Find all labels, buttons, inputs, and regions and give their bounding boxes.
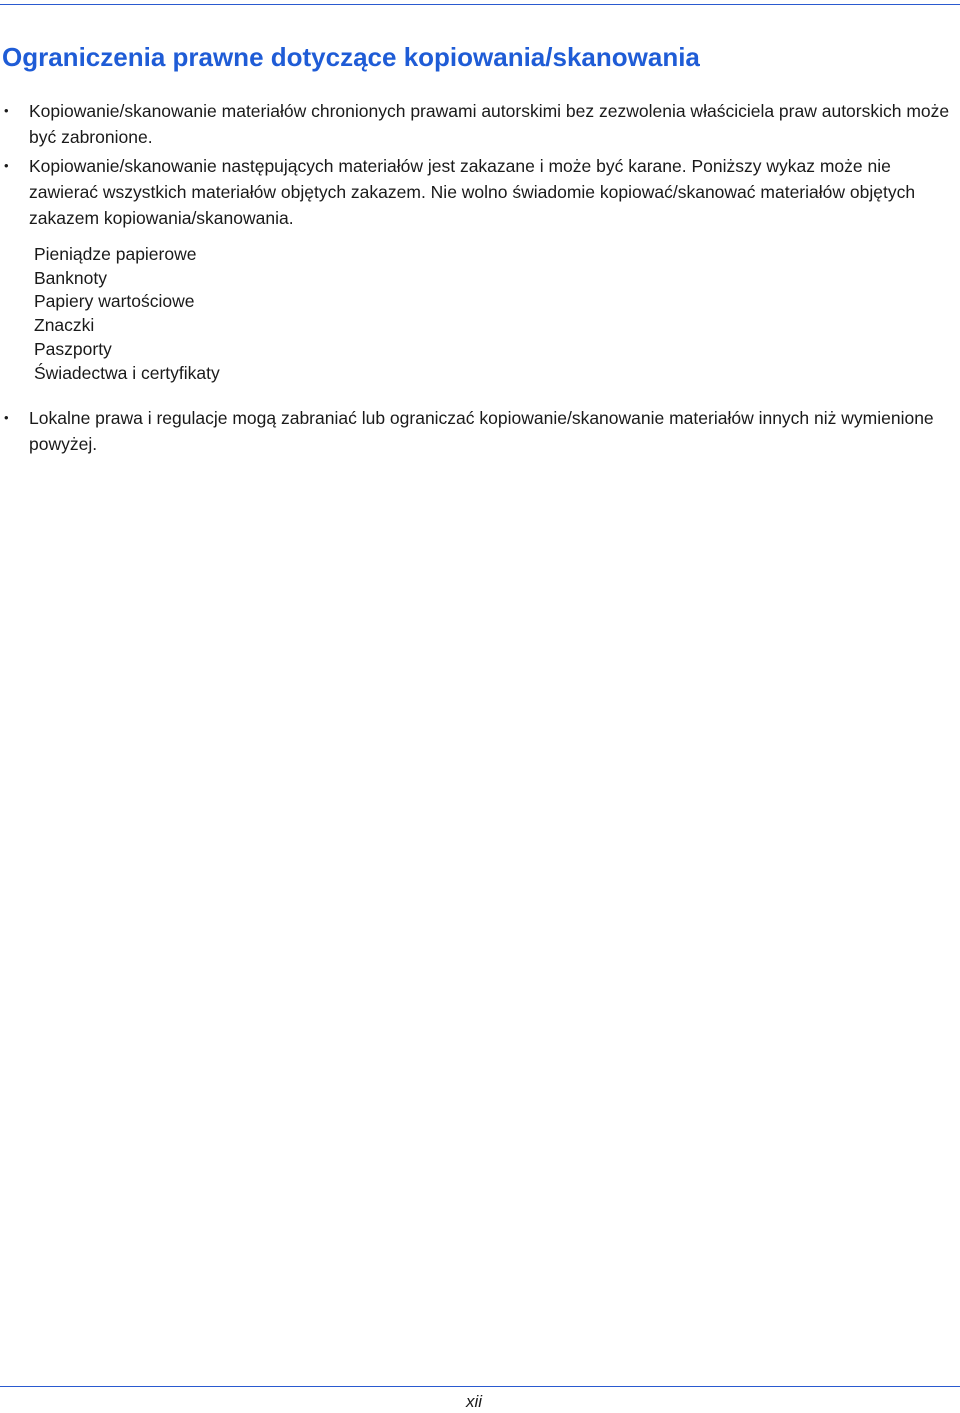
list-item: Świadectwa i certyfikaty (34, 362, 220, 383)
bullet-text: Kopiowanie/skanowanie następujących materiałów jest zakazane i może być karane. Poniższy wykaz może nie zawierać wszystkich materiałów objętych zakazem. Nie wolno świadomie kopiować/skanować materiałów objętych zakazem kopiowania/skanowania. (29, 156, 916, 228)
top-rule (0, 4, 960, 5)
bullet-item-local-laws (0, 405, 950, 457)
list-item: Pieniądze papierowe (34, 244, 197, 264)
bullet-marker: • (4, 103, 9, 118)
list-item: Papiery wartościowe (34, 291, 195, 312)
page-number: xii (466, 1392, 483, 1411)
bullet-item-prohibited (0, 153, 950, 231)
list-item: Paszporty (34, 338, 112, 359)
page-title: Ograniczenia prawne dotyczące kopiowania/skanowania (2, 42, 700, 72)
bullet-item-copyright (0, 98, 950, 150)
bullet-marker: • (4, 158, 9, 173)
prohibited-items-list (34, 243, 220, 385)
bullet-marker: • (4, 410, 9, 425)
bottom-rule (0, 1386, 960, 1387)
list-item: Znaczki (34, 315, 95, 336)
list-item: Banknoty (34, 267, 107, 288)
bullet-text: Lokalne prawa i regulacje mogą zabraniać lub ograniczać kopiowanie/skanowanie materiałów innych niż wymienione powyżej. (29, 408, 934, 454)
bullet-text: Kopiowanie/skanowanie materiałów chronionych prawami autorskimi bez zezwolenia właściciela praw autorskich może być zabronione. (29, 101, 950, 147)
